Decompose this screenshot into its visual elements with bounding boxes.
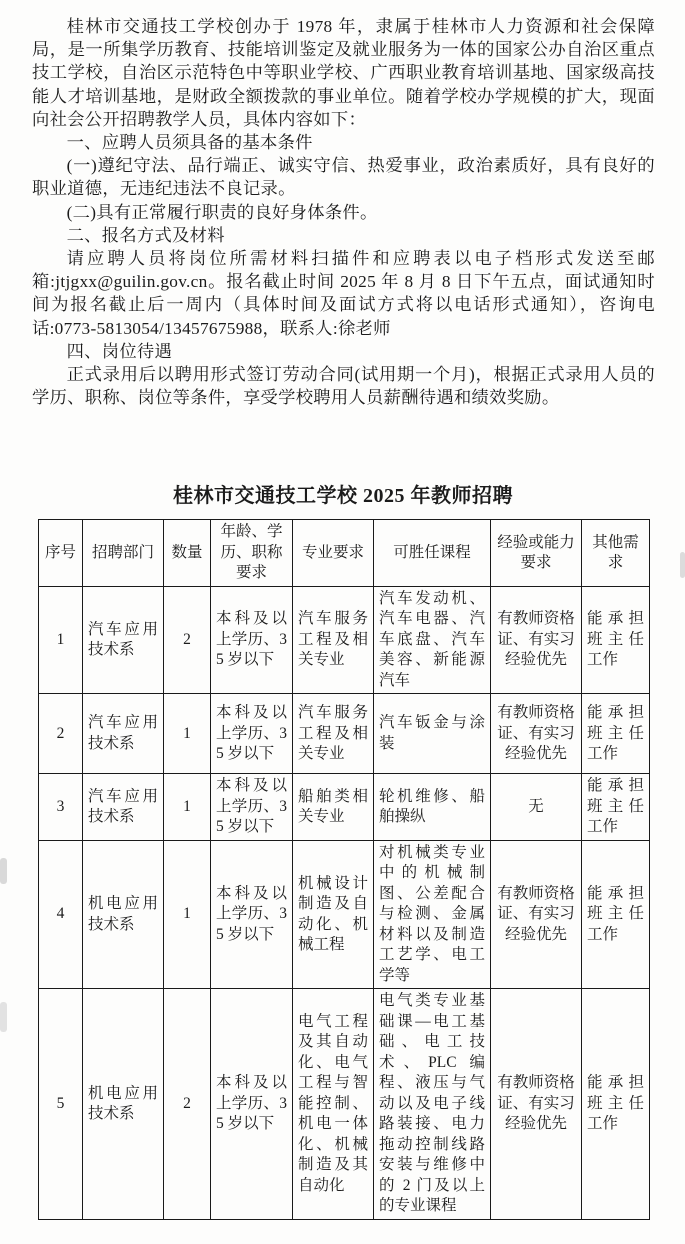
table-cell: 能承担班主任工作 <box>582 774 650 841</box>
table-cell: 无 <box>491 774 582 841</box>
table-cell: 本科及以上学历、35 岁以下 <box>211 774 293 841</box>
table-cell: 能承担班主任工作 <box>582 694 650 774</box>
table-cell: 有教师资格证、有实习经验优先 <box>491 694 582 774</box>
column-header-experience-requirement: 经验或能力要求 <box>491 520 582 587</box>
table-cell: 本科及以上学历、35 岁以下 <box>211 586 293 694</box>
table-cell: 5 <box>39 989 83 1220</box>
table-row <box>39 989 650 1220</box>
section-heading-benefits: 四、岗位待遇 <box>66 341 173 361</box>
application-details-paragraph: 请应聘人员将岗位所需材料扫描件和应聘表以电子档形式发送至邮箱:jtjgxx@guilin.gov.cn。报名截止时间 2025 年 8 月 8 日下午五点，面试通知时间为报名截止后一周内（具体时间及面试方式将以电话形式通知），咨询电话:0773-5813054/13457675988，联系人:徐老师 <box>32 249 655 338</box>
table-cell: 船舶类相关专业 <box>293 774 374 841</box>
section-heading-basic-conditions: 一、应聘人员须具备的基本条件 <box>66 133 313 153</box>
table-cell: 有教师资格证、有实习经验优先 <box>491 586 582 694</box>
table-title: 桂林市交通技工学校 2025 年教师招聘 <box>173 485 513 508</box>
table-cell: 汽车应用技术系 <box>83 694 164 774</box>
column-header-teachable-courses: 可胜任课程 <box>374 520 491 587</box>
table-row <box>39 840 650 989</box>
benefits-paragraph: 正式录用后以聘用形式签订劳动合同(试用期一个月)，根据正式录用人员的学历、职称、岗位等条件，享受学校聘用人员薪酬待遇和绩效奖励。 <box>32 365 655 408</box>
column-header-serial-number: 序号 <box>39 520 83 587</box>
table-cell: 汽车发动机、汽车电器、汽车底盘、汽车美容、新能源汽车 <box>374 586 491 694</box>
table-row <box>39 694 650 774</box>
scan-artifact <box>0 858 7 884</box>
table-cell: 1 <box>164 694 211 774</box>
table-cell: 能承担班主任工作 <box>582 840 650 989</box>
table-cell: 汽车服务工程及相关专业 <box>293 694 374 774</box>
recruitment-table-body <box>39 586 650 1219</box>
table-cell: 2 <box>164 586 211 694</box>
column-header-other-requirement: 其他需求 <box>582 520 650 587</box>
column-header-age-education-title: 年龄、学历、职称要求 <box>211 520 293 587</box>
table-cell: 有教师资格证、有实习经验优先 <box>491 840 582 989</box>
intro-section <box>0 0 685 409</box>
recruitment-table <box>38 519 650 1220</box>
table-cell: 机械设计制造及自动化、机械工程 <box>293 840 374 989</box>
table-cell: 1 <box>164 840 211 989</box>
table-cell: 有教师资格证、有实习经验优先 <box>491 989 582 1220</box>
table-cell: 轮机维修、船舶操纵 <box>374 774 491 841</box>
column-header-department: 招聘部门 <box>83 520 164 587</box>
table-row <box>39 774 650 841</box>
column-header-count: 数量 <box>164 520 211 587</box>
scan-artifact <box>0 1002 7 1032</box>
table-cell: 本科及以上学历、35 岁以下 <box>211 989 293 1220</box>
table-cell: 汽车应用技术系 <box>83 774 164 841</box>
table-cell: 机电应用技术系 <box>83 840 164 989</box>
table-cell: 本科及以上学历、35 岁以下 <box>211 694 293 774</box>
table-cell: 对机械类专业中的机械制图、公差配合与检测、金属材料以及制造工艺学、电工学等 <box>374 840 491 989</box>
condition-item-2: (二)具有正常履行职责的良好身体条件。 <box>66 202 378 222</box>
section-heading-application-method: 二、报名方式及材料 <box>66 225 225 245</box>
recruitment-table-section <box>0 479 685 1220</box>
table-cell: 2 <box>39 694 83 774</box>
table-cell: 3 <box>39 774 83 841</box>
intro-paragraph: 桂林市交通技工学校创办于 1978 年，隶属于桂林市人力资源和社会保障局，是一所集学历教育、技能培训鉴定及就业服务为一体的国家公办自治区重点技工学校，自治区示范特色中等职业学校、广西职业教育培训基地、国家级高技能人才培训基地，是财政全额拨款的事业单位。随着学校办学规模的扩大，现面向社会公开招聘教学人员，具体内容如下： <box>32 17 655 129</box>
column-header-major-requirement: 专业要求 <box>293 520 374 587</box>
table-cell: 能承担班主任工作 <box>582 586 650 694</box>
table-cell: 汽车应用技术系 <box>83 586 164 694</box>
table-cell: 1 <box>39 586 83 694</box>
table-cell: 汽车服务工程及相关专业 <box>293 586 374 694</box>
table-cell: 电气类专业基础课—电工基础、电工技术、PLC 编程、液压与气动以及电子线路装接、电力拖动控制线路安装与维修中的 2 门及以上的专业课程 <box>374 989 491 1220</box>
scan-artifact <box>680 552 685 578</box>
table-cell: 能承担班主任工作 <box>582 989 650 1220</box>
table-cell: 1 <box>164 774 211 841</box>
table-cell: 4 <box>39 840 83 989</box>
table-cell: 机电应用技术系 <box>83 989 164 1220</box>
table-cell: 2 <box>164 989 211 1220</box>
condition-item-1: (一)遵纪守法、品行端正、诚实守信、热爱事业，政治素质好，具有良好的职业道德，无违纪违法不良记录。 <box>32 156 655 199</box>
table-header-row <box>39 520 650 587</box>
table-row <box>39 586 650 694</box>
table-cell: 本科及以上学历、35 岁以下 <box>211 840 293 989</box>
table-cell: 电气工程及其自动化、电气工程与智能控制、机电一体化、机械制造及其自动化 <box>293 989 374 1220</box>
table-cell: 汽车钣金与涂装 <box>374 694 491 774</box>
